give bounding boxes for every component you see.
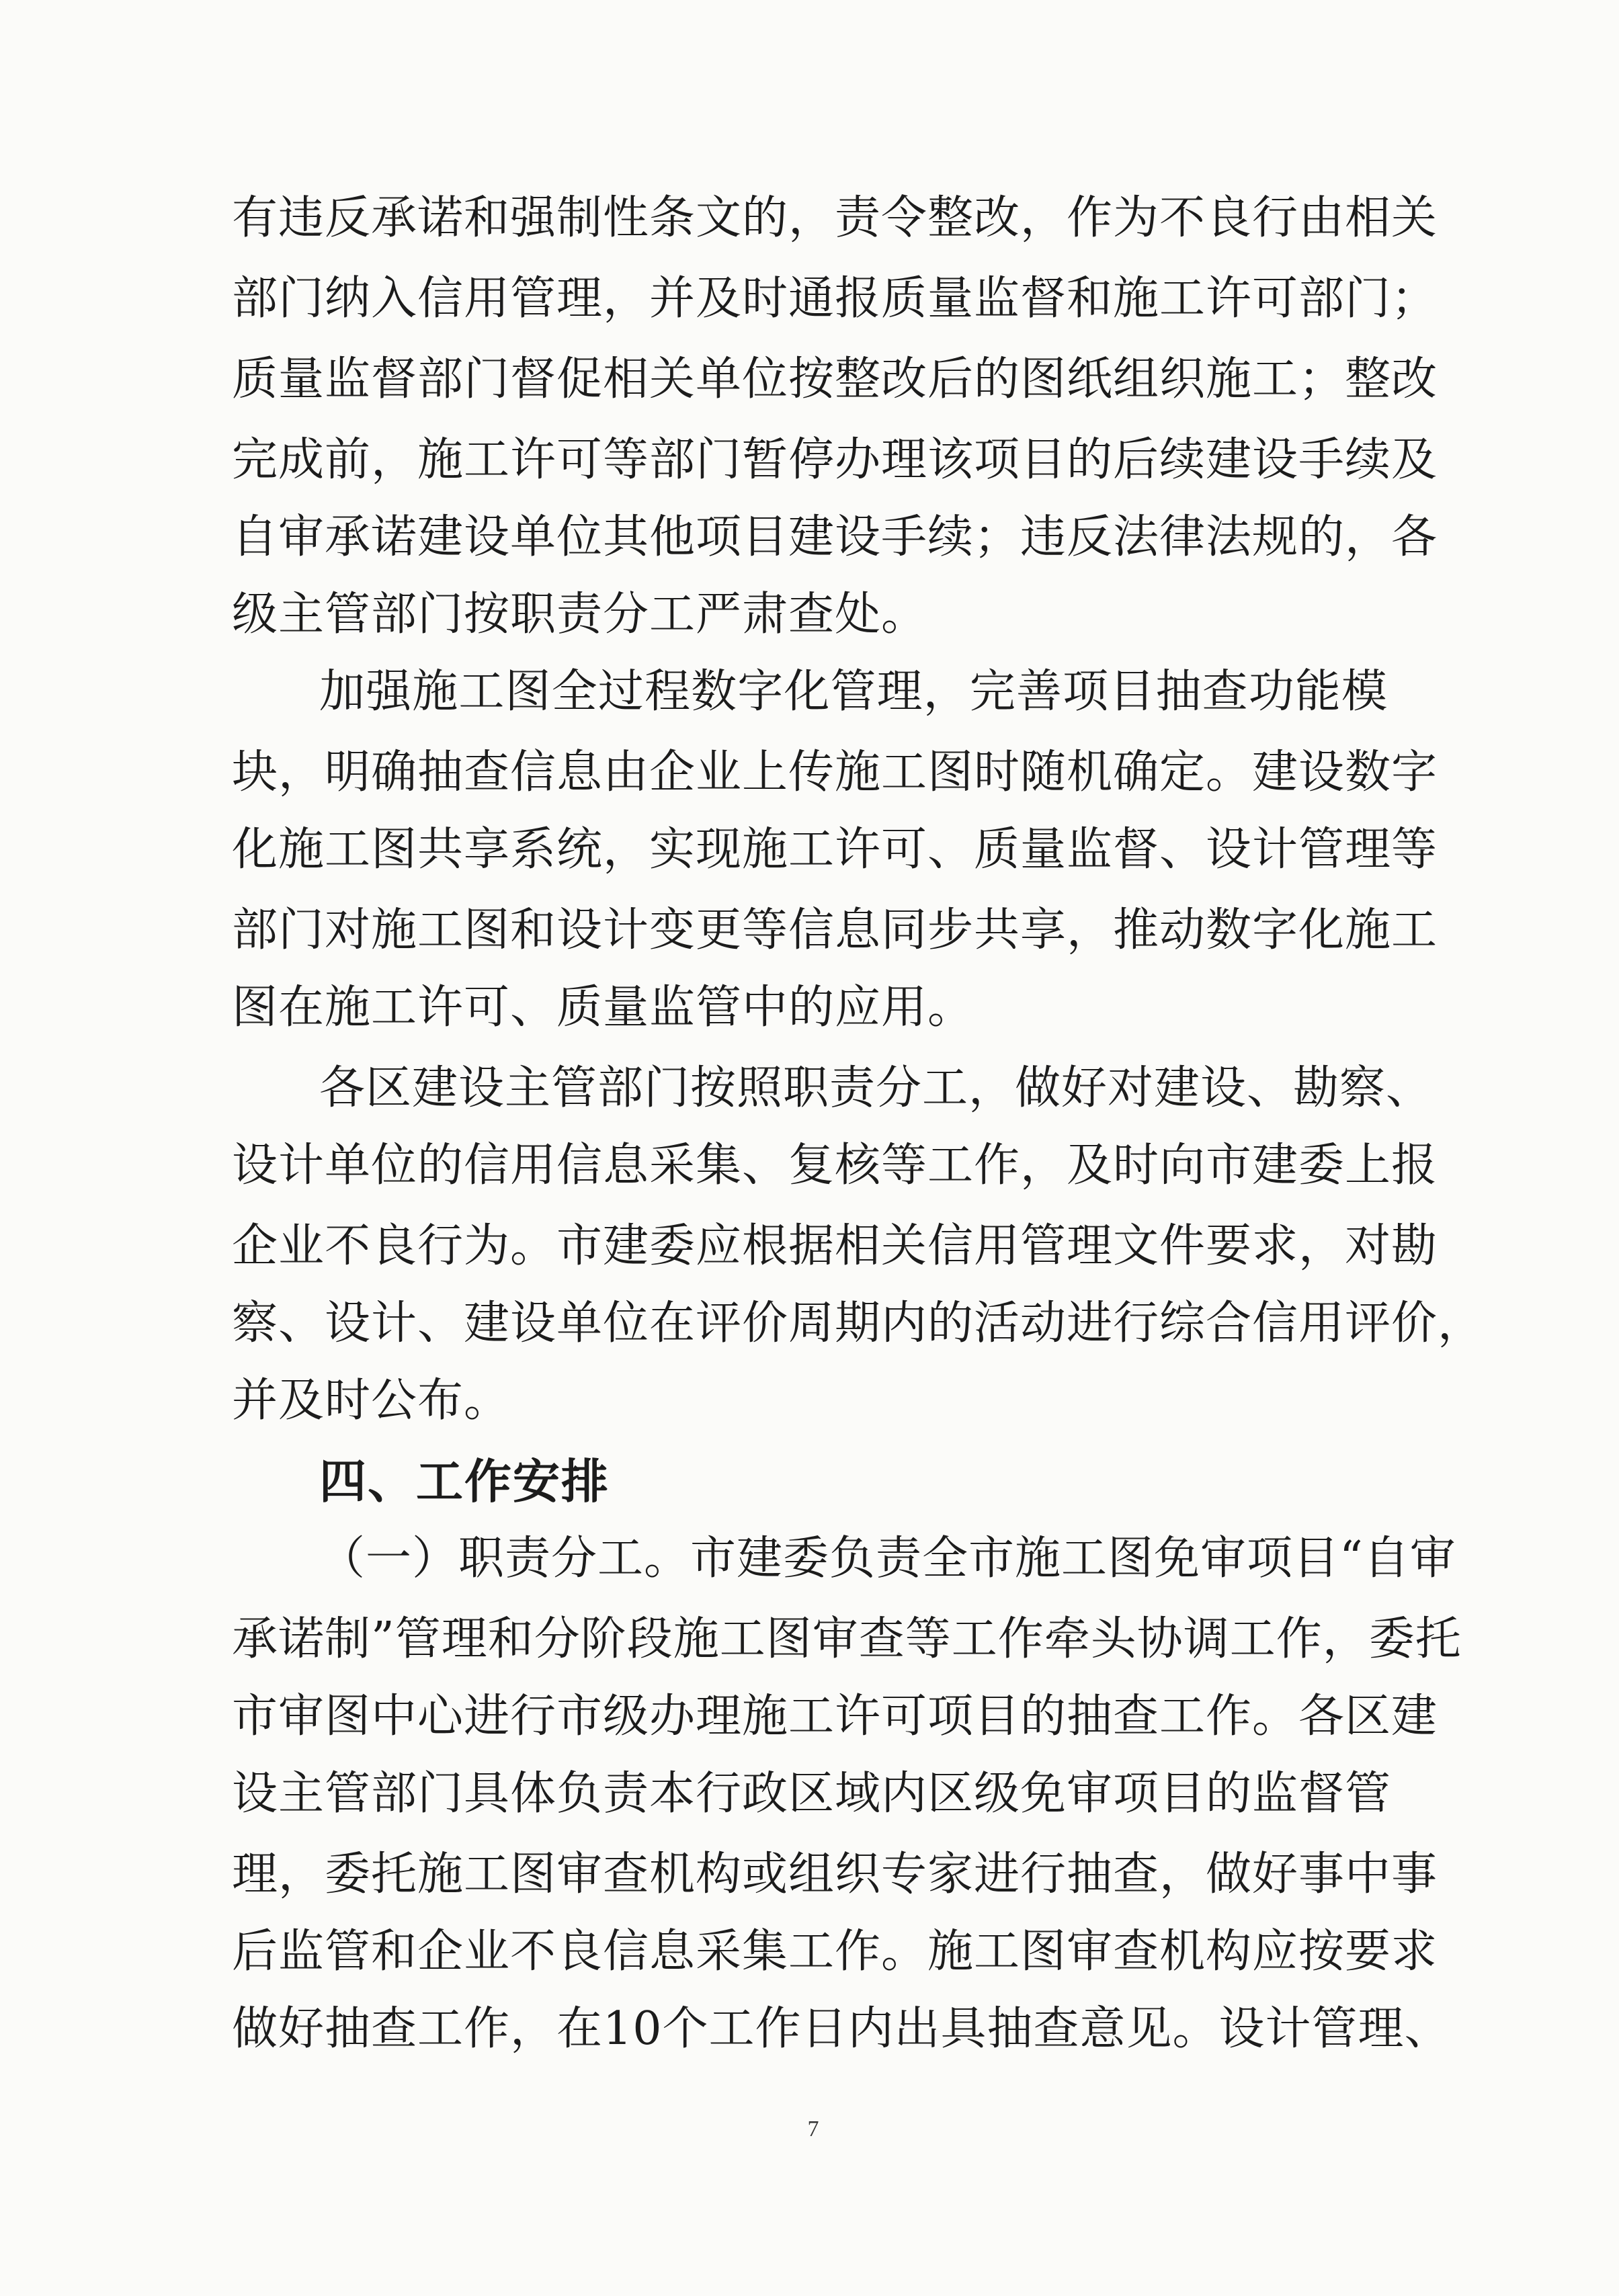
body-line: 质量监督部门督促相关单位按整改后的图纸组织施工；整改	[232, 353, 1438, 406]
section-heading: 四、工作安排	[319, 1454, 610, 1509]
body-line: 图在施工许可、质量监管中的应用。	[232, 981, 974, 1034]
body-line: 有违反承诺和强制性条文的，责令整改，作为不良行由相关	[232, 192, 1438, 245]
body-line: 企业不良行为。市建委应根据相关信用管理文件要求，对勘	[232, 1220, 1438, 1273]
body-line: 化施工图共享系统，实现施工许可、质量监督、设计管理等	[232, 823, 1438, 876]
body-line: 察、设计、建设单位在评价周期内的活动进行综合信用评价，	[232, 1297, 1485, 1350]
body-line: 块，明确抽查信息由企业上传施工图时随机确定。建设数字	[232, 746, 1438, 799]
body-line: 级主管部门按职责分工严肃查处。	[232, 588, 928, 641]
paragraph-first-line: 各区建设主管部门按照职责分工，做好对建设、勘察、	[319, 1062, 1433, 1115]
body-line: 市审图中心进行市级办理施工许可项目的抽查工作。各区建	[232, 1690, 1438, 1743]
body-line: 设计单位的信用信息采集、复核等工作，及时向市建委上报	[232, 1139, 1438, 1192]
body-line: 理，委托施工图审查机构或组织专家进行抽查，做好事中事	[232, 1848, 1438, 1901]
body-line: 后监管和企业不良信息采集工作。施工图审查机构应按要求	[232, 1925, 1438, 1978]
body-line: 设主管部门具体负责本行政区域内区级免审项目的监督管	[232, 1767, 1392, 1820]
page-number: 7	[807, 2117, 819, 2141]
body-line: 部门纳入信用管理，并及时通报质量监督和施工许可部门；	[232, 272, 1438, 325]
paragraph-first-line: （一）职责分工。市建委负责全市施工图免审项目“自审	[319, 1532, 1456, 1585]
body-line: 部门对施工图和设计变更等信息同步共享，推动数字化施工	[232, 904, 1438, 957]
body-line: 承诺制”管理和分阶段施工图审查等工作牵头协调工作，委托	[232, 1613, 1462, 1666]
paragraph-first-line: 加强施工图全过程数字化管理，完善项目抽查功能模	[319, 665, 1388, 718]
body-line: 完成前，施工许可等部门暂停办理该项目的后续建设手续及	[232, 433, 1438, 486]
body-line: 并及时公布。	[232, 1374, 511, 1427]
body-line: 自审承诺建设单位其他项目建设手续；违反法律法规的，各	[232, 511, 1438, 564]
body-line: 做好抽查工作，在10个工作日内出具抽查意见。设计管理、	[232, 2002, 1451, 2055]
